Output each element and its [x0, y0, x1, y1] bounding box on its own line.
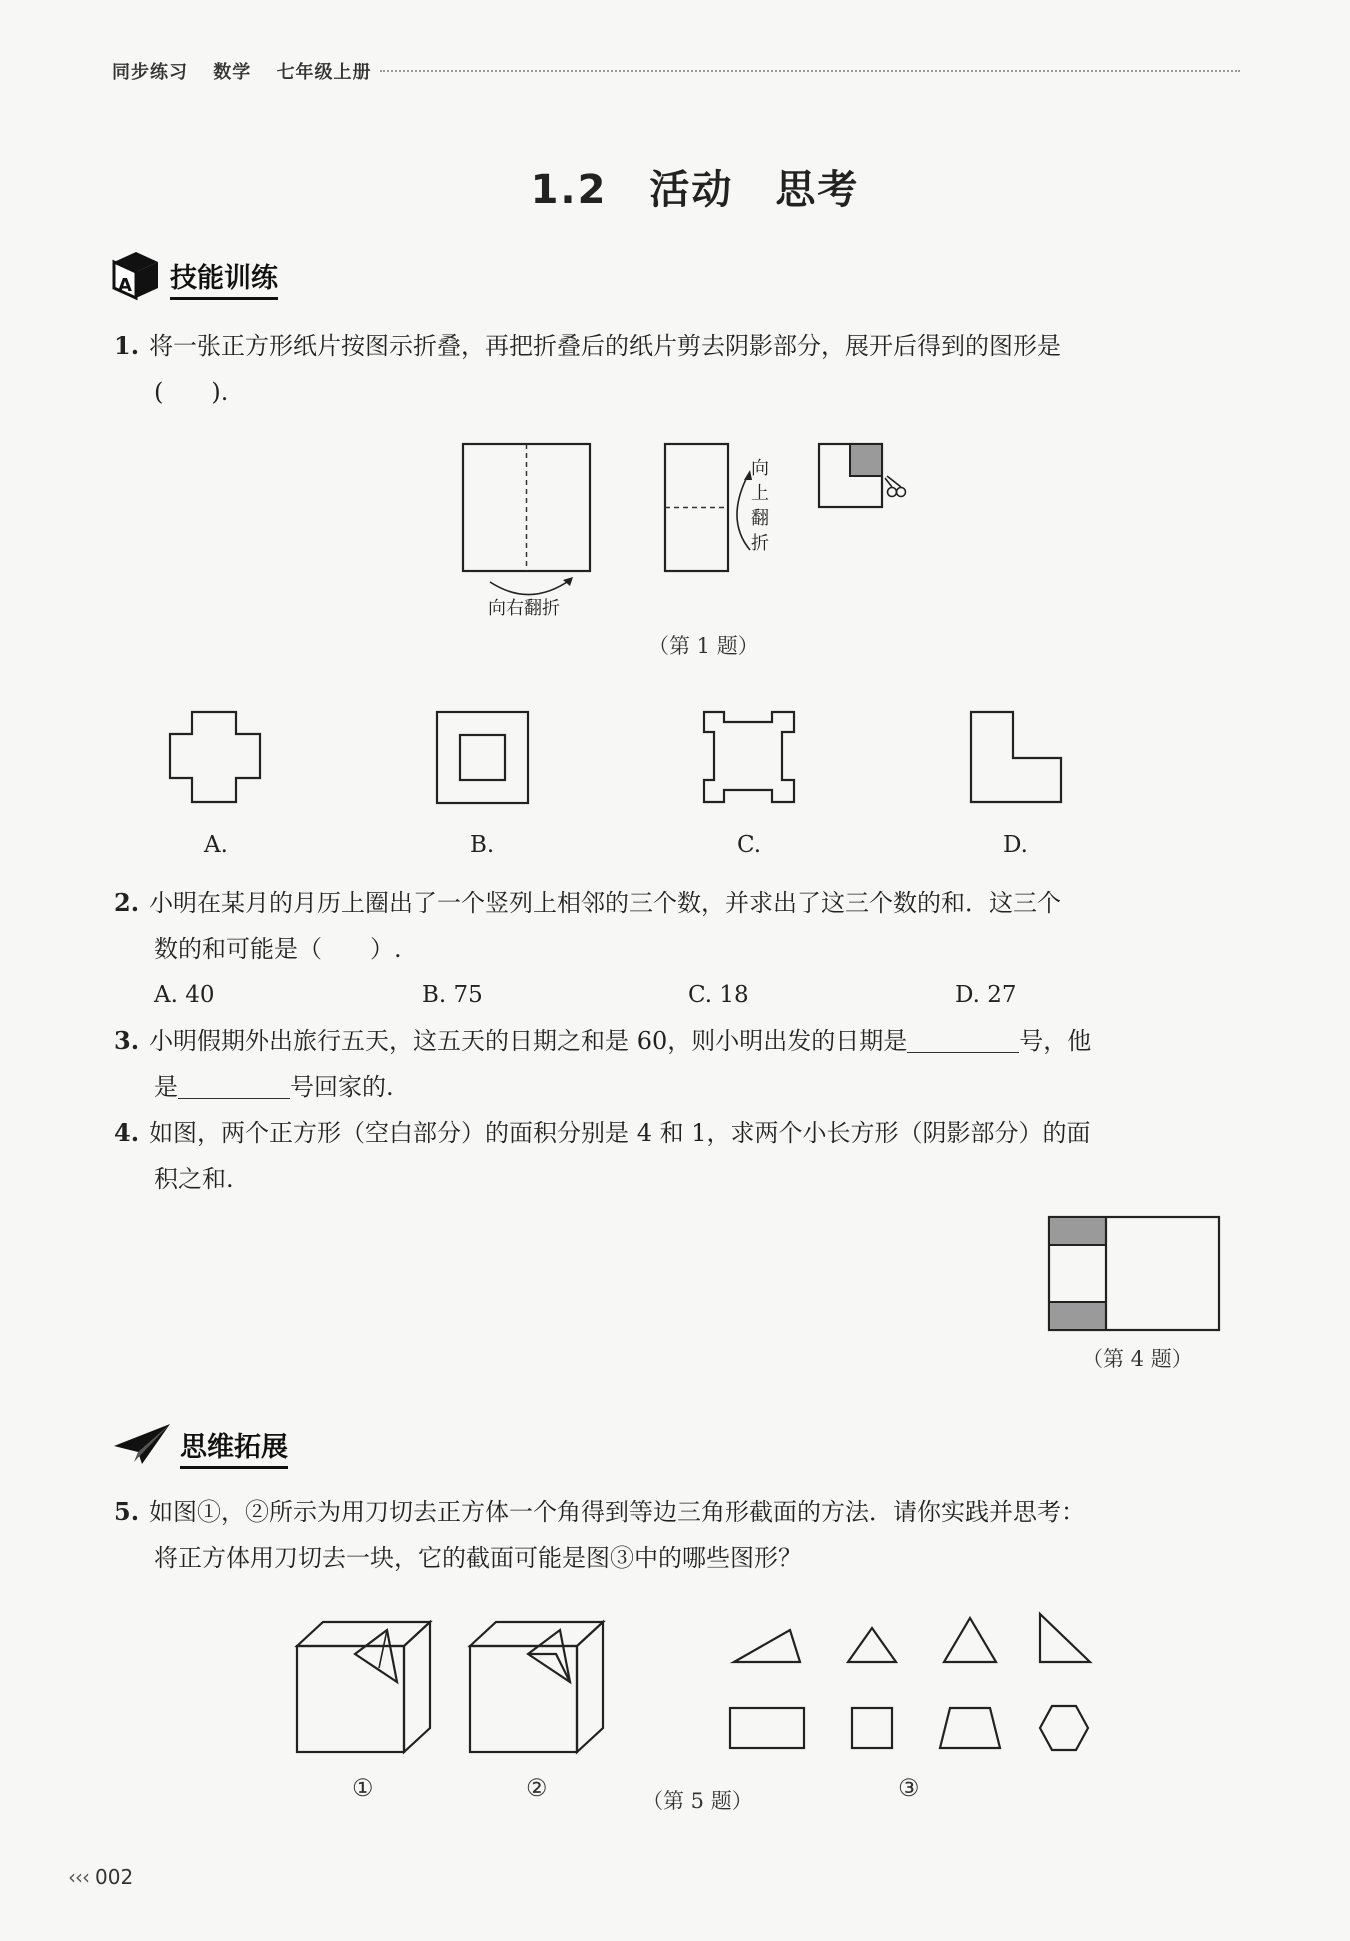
option-c-label: C. [737, 832, 762, 858]
isosceles-triangle [944, 1618, 996, 1662]
question-1-caption: （第 1 题） [648, 634, 759, 658]
figure-label-2: ② [526, 1774, 548, 1802]
option-a-label: A. [204, 832, 228, 858]
question-1-text: 将一张正方形纸片按图示折叠，再把折叠后的纸片剪去阴影部分，展开后得到的图形是 [149, 332, 1062, 360]
question-3-text-2b: 号回家的. [290, 1073, 394, 1101]
running-header [112, 58, 390, 84]
fold-right-label: 向右翻折 [488, 598, 560, 619]
cube-figure-1 [295, 1620, 435, 1755]
equilateral-triangle [848, 1628, 896, 1662]
question-1-paren: ( ). [154, 378, 229, 406]
answer-blank[interactable] [178, 1074, 290, 1099]
right-triangle [1040, 1614, 1090, 1662]
square [852, 1708, 892, 1748]
section-shapes [720, 1610, 1100, 1760]
question-5 [114, 1489, 1264, 1535]
cube-figure-2 [468, 1620, 608, 1755]
question-4-text-2: 积之和. [154, 1165, 234, 1193]
question-3-text-2a: 是 [154, 1073, 178, 1101]
figure-label-3: ③ [898, 1774, 920, 1802]
question-2-option-b: B. 75 [422, 982, 483, 1008]
fold-up-label [751, 456, 771, 556]
question-2-option-d: D. 27 [955, 982, 1017, 1008]
option-c-shape [702, 710, 802, 810]
fold-figure-1 [455, 440, 615, 610]
question-2 [114, 880, 1254, 926]
fold-up-char: 上 [751, 483, 769, 504]
option-d-label: D. [1003, 832, 1028, 858]
rectangle [730, 1708, 804, 1748]
svg-text:A: A [118, 275, 132, 296]
page-footer [68, 1865, 133, 1889]
header-subject: 数学 [213, 62, 252, 83]
question-4-figure [1048, 1216, 1223, 1334]
hexagon [1040, 1706, 1088, 1750]
fold-up-char: 折 [751, 533, 769, 554]
question-2-number: 2. [114, 888, 140, 917]
question-3-number: 3. [114, 1026, 140, 1055]
fold-up-char: 翻 [751, 508, 769, 529]
scissors-icon [885, 476, 906, 497]
question-3-line-2 [154, 1064, 394, 1110]
question-5-text-1: 如图①，②所示为用刀切去正方体一个角得到等边三角形截面的方法．请你实践并思考： [149, 1498, 1086, 1526]
section-thinking-heading: 思维拓展 [180, 1425, 288, 1469]
question-5-caption: （第 5 题） [642, 1789, 753, 1813]
header-grade: 七年级上册 [276, 62, 372, 83]
option-a-shape [168, 710, 268, 810]
figure-label-1: ① [352, 1774, 374, 1802]
question-1 [114, 323, 1244, 369]
question-4-text-1: 如图，两个正方形（空白部分）的面积分别是 4 和 1，求两个小长方形（阴影部分）的面 [149, 1119, 1091, 1147]
option-d-shape [969, 710, 1069, 810]
question-4 [114, 1110, 1254, 1156]
question-2-option-c: C. 18 [688, 982, 749, 1008]
answer-blank[interactable] [907, 1028, 1019, 1053]
paper-plane-icon [112, 1422, 172, 1466]
question-2-text-2: 数的和可能是（ ）. [154, 935, 402, 963]
obtuse-triangle [734, 1630, 800, 1662]
question-3-text-1b: 号，他 [1019, 1027, 1092, 1055]
option-b-shape [435, 710, 535, 810]
section-skills-heading: 技能训练 [170, 256, 278, 300]
question-4-number: 4. [114, 1118, 140, 1147]
header-series: 同步练习 [112, 62, 188, 83]
fold-figure-3 [815, 440, 915, 520]
cube-a-icon [110, 250, 162, 300]
header-rule [380, 70, 1240, 72]
fold-up-char: 向 [751, 458, 769, 479]
option-b-label: B. [470, 832, 495, 858]
question-2-option-a: A. 40 [154, 982, 215, 1008]
page-number: 002 [95, 1865, 134, 1889]
trapezoid [940, 1708, 1000, 1748]
question-5-text-2: 将正方体用刀切去一块，它的截面可能是图③中的哪些图形？ [154, 1544, 802, 1572]
question-5-number: 5. [114, 1497, 140, 1526]
question-2-text-1: 小明在某月的月历上圈出了一个竖列上相邻的三个数，并求出了这三个数的和．这三个 [149, 889, 1062, 917]
question-3 [114, 1018, 1254, 1064]
question-1-number: 1. [114, 331, 140, 360]
question-4-caption: （第 4 题） [1082, 1347, 1193, 1371]
page-title: 1.2 活动 思考 [530, 167, 860, 213]
chevrons-icon: ‹‹‹ [68, 1865, 89, 1889]
question-3-text-1a: 小明假期外出旅行五天，这五天的日期之和是 60，则小明出发的日期是 [149, 1027, 908, 1055]
